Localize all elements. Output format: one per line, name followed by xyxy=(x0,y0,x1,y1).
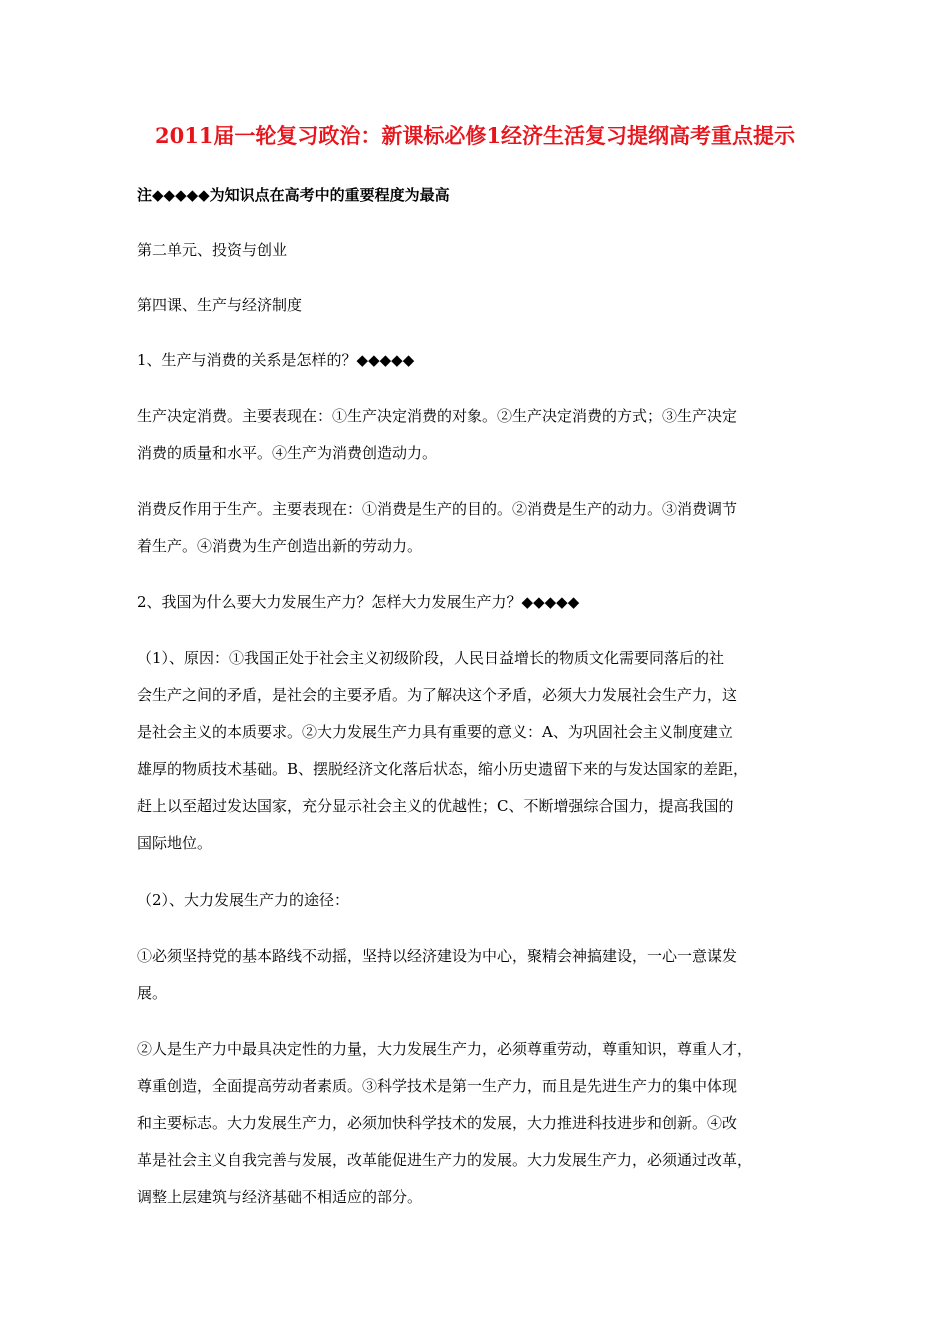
paragraph-3-line-1: （1）、原因：①我国正处于社会主义初级阶段，人民日益增长的物质文化需要同落后的社 xyxy=(137,649,725,667)
paragraph-2-line-2: 着生产。④消费为生产创造出新的劳动力。 xyxy=(137,537,423,555)
paragraph-5-line-1: ①必须坚持党的基本路线不动摇，坚持以经济建设为中心，聚精会神搞建设，一心一意谋发 xyxy=(137,947,738,965)
paragraph-3-line-3: 是社会主义的本质要求。②大力发展生产力具有重要的意义：A、为巩固社会主义制度建立 xyxy=(137,723,733,741)
document-title: 2011届一轮复习政治：新课标必修1经济生活复习提纲高考重点提示 xyxy=(154,123,796,148)
question-2: 2、我国为什么要大力发展生产力？怎样大力发展生产力？◆◆◆◆◆ xyxy=(137,593,580,611)
paragraph-6-line-5: 调整上层建筑与经济基础不相适应的部分。 xyxy=(137,1188,423,1206)
unit-heading: 第二单元、投资与创业 xyxy=(137,241,288,259)
paragraph-6-line-2: 尊重创造，全面提高劳动者素质。③科学技术是第一生产力，而且是先进生产力的集中体现 xyxy=(137,1077,738,1095)
paragraph-6-line-4: 革是社会主义自我完善与发展，改革能促进生产力的发展。大力发展生产力，必须通过改革， xyxy=(137,1151,753,1169)
paragraph-1-line-2: 消费的质量和水平。④生产为消费创造动力。 xyxy=(137,444,438,462)
question-1: 1、生产与消费的关系是怎样的？◆◆◆◆◆ xyxy=(137,351,415,369)
paragraph-5-line-2: 展。 xyxy=(137,984,168,1002)
paragraph-2-line-1: 消费反作用于生产。主要表现在：①消费是生产的目的。②消费是生产的动力。③消费调节 xyxy=(137,500,738,518)
paragraph-3-line-6: 国际地位。 xyxy=(137,834,213,852)
lesson-heading: 第四课、生产与经济制度 xyxy=(137,296,303,314)
paragraph-4: （2）、大力发展生产力的途径： xyxy=(137,891,350,909)
paragraph-3-line-2: 会生产之间的矛盾，是社会的主要矛盾。为了解决这个矛盾，必须大力发展社会生产力，这 xyxy=(137,686,738,704)
paragraph-3-line-4: 雄厚的物质技术基础。B、摆脱经济文化落后状态，缩小历史遗留下来的与发达国家的差距， xyxy=(137,760,749,778)
paragraph-3-line-5: 赶上以至超过发达国家，充分显示社会主义的优越性；C、不断增强综合国力，提高我国的 xyxy=(137,797,734,815)
importance-note: 注◆◆◆◆◆为知识点在高考中的重要程度为最高 xyxy=(137,186,450,204)
paragraph-1-line-1: 生产决定消费。主要表现在：①生产决定消费的对象。②生产决定消费的方式；③生产决定 xyxy=(137,407,738,425)
paragraph-6-line-3: 和主要标志。大力发展生产力，必须加快科学技术的发展，大力推进科技进步和创新。④改 xyxy=(137,1114,738,1132)
paragraph-6-line-1: ②人是生产力中最具决定性的力量，大力发展生产力，必须尊重劳动，尊重知识，尊重人才， xyxy=(137,1040,753,1058)
